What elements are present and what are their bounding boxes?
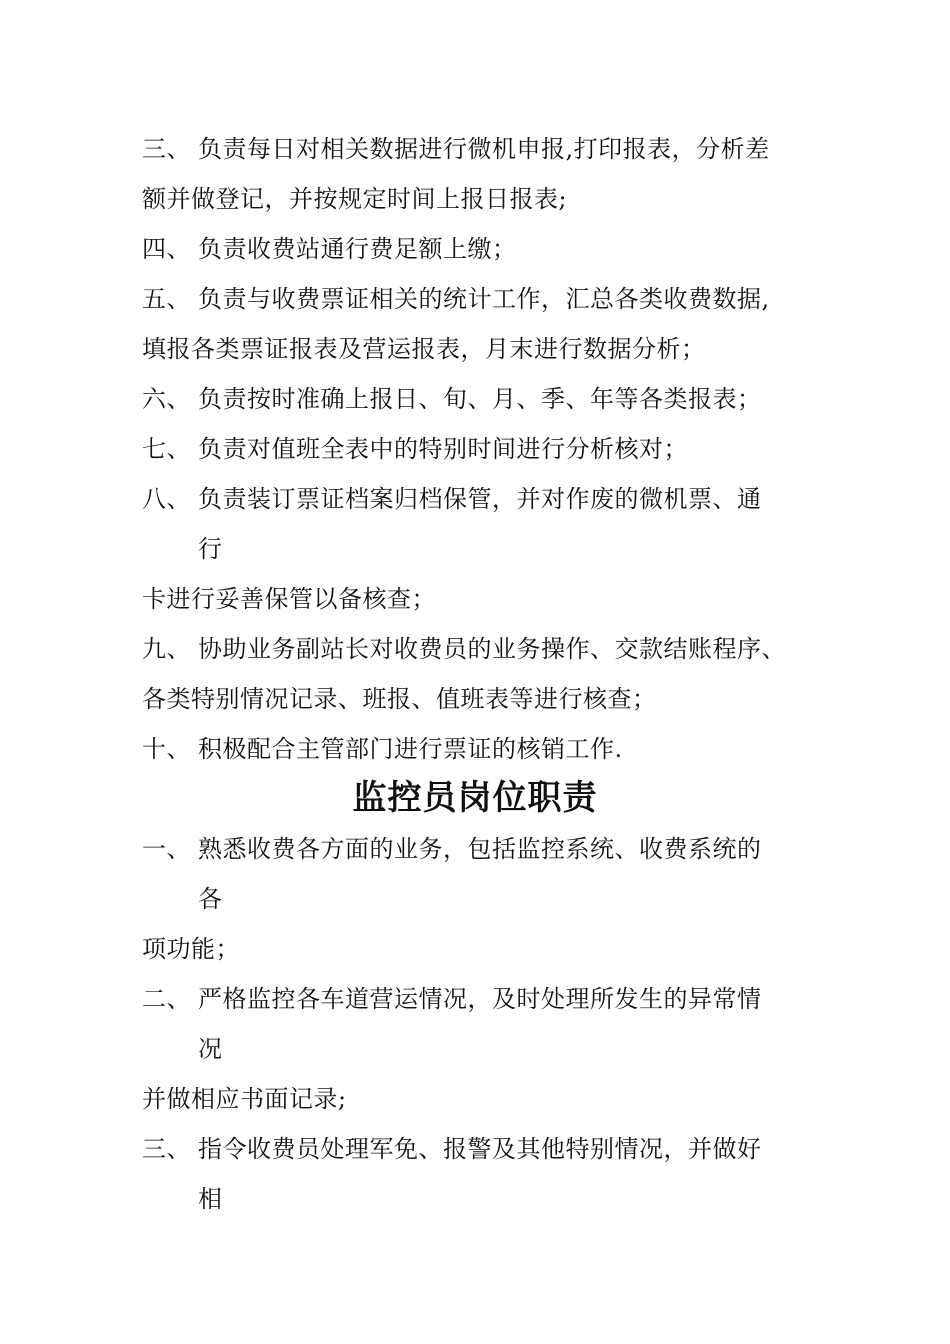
- section-heading: 监控员岗位职责: [352, 778, 598, 818]
- item-text: 负责对值班全表中的特别时间进行分析核对；: [198, 435, 688, 463]
- item-number: 十、: [142, 735, 191, 763]
- item-number: 九、: [142, 635, 191, 663]
- item-8-line-1-wrap: 行: [198, 535, 223, 563]
- item-number: 三、: [142, 1135, 191, 1163]
- item-text: 负责收费站通行费足额上缴；: [198, 235, 517, 263]
- duty-3-line-1-wrap: 相: [198, 1185, 223, 1213]
- item-8-line-1: [142, 484, 762, 514]
- duty-2-line-1-wrap: 况: [198, 1035, 223, 1063]
- item-number: 七、: [142, 435, 191, 463]
- item-3-line-2: 额并做登记，并按规定时间上报日报表;: [142, 185, 568, 213]
- item-text: 指令收费员处理军免、报警及其他特别情况，并做好: [198, 1135, 762, 1163]
- duty-1-line-2: 项功能；: [142, 935, 240, 963]
- item-5-line-1: [142, 284, 770, 314]
- duty-3-line-1: [142, 1134, 762, 1164]
- item-number: 四、: [142, 235, 191, 263]
- item-7-line-1: [142, 434, 688, 464]
- item-text: 负责每日对相关数据进行微机申报,打印报表，分析差: [198, 135, 770, 163]
- duty-2-line-2: 并做相应书面记录;: [142, 1085, 347, 1113]
- item-text: 熟悉收费各方面的业务，包括监控系统、收费系统的: [198, 835, 762, 863]
- item-4-line-1: [142, 234, 517, 264]
- item-9-line-1: [142, 634, 786, 664]
- item-text: 负责按时准确上报日、旬、月、季、年等各类报表；: [198, 385, 762, 413]
- duty-1-line-1-wrap: 各: [198, 885, 223, 913]
- item-text: 严格监控各车道营运情况，及时处理所发生的异常情: [198, 985, 762, 1013]
- item-text: 积极配合主管部门进行票证的核销工作.: [198, 735, 623, 763]
- item-text: 协助业务副站长对收费员的业务操作、交款结账程序、: [198, 635, 786, 663]
- item-9-line-2: 各类特别情况记录、班报、值班表等进行核查；: [142, 685, 657, 713]
- duty-1-line-1: [142, 834, 762, 864]
- item-number: 六、: [142, 385, 191, 413]
- item-6-line-1: [142, 384, 762, 414]
- item-5-line-2: 填报各类票证报表及营运报表，月末进行数据分析；: [142, 335, 706, 363]
- item-number: 五、: [142, 285, 191, 313]
- item-number: 二、: [142, 985, 191, 1013]
- item-text: 负责装订票证档案归档保管，并对作废的微机票、通: [198, 485, 762, 513]
- item-number: 三、: [142, 135, 191, 163]
- item-number: 八、: [142, 485, 191, 513]
- item-10-line-1: [142, 734, 623, 764]
- item-number: 一、: [142, 835, 191, 863]
- item-8-line-2: 卡进行妥善保管以备核查；: [142, 585, 436, 613]
- duty-2-line-1: [142, 984, 762, 1014]
- item-text: 负责与收费票证相关的统计工作，汇总各类收费数据,: [198, 285, 770, 313]
- item-3-line-1: [142, 134, 770, 164]
